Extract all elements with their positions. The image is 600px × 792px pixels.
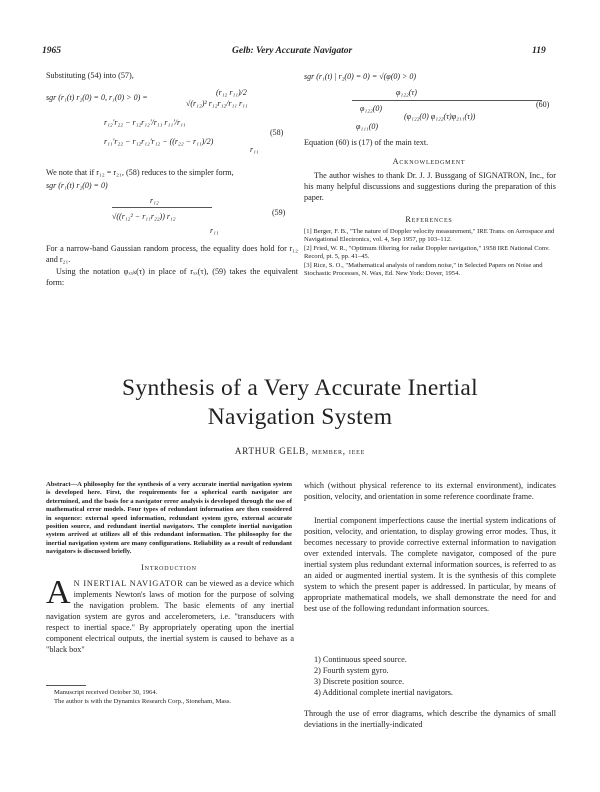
note-text: We note that if r₁₂ = r₂₁, (58) reduces to the simpler form,	[46, 168, 234, 177]
eq60-line2a: φ₁₂₂(0)	[360, 104, 383, 113]
list-item: 1) Continuous speed source.	[314, 655, 407, 664]
eq58-line3: r₁₁'r₂₂ − r₁₂r₁₂'r₁₂ − ((r₂₂ − r₁₁)/2)	[104, 137, 214, 146]
intro-text: can be viewed as a device which implements Newton's laws of motion for the purpose of solving the navigation problem. The basic elements of any inertial navigation system are gyros and accelerometers, i.e. "transducers with respect to inertial space." By appropriately operating upon the inertial component electrical outputs, the inertial system is caused to behave as a "black box"	[46, 579, 295, 654]
list-item: 3) Discrete position source.	[314, 677, 405, 686]
right-para3: Through the use of error diagrams, which describe the dynamics of small deviations in the inertially-indicated	[304, 709, 556, 729]
eq60-line2b: (φ₁₂₂(0) φ₁₂₂(τ)φ₂₁₁(τ))	[404, 112, 476, 121]
eq58-line1b: (r₁₂ r₁₁)/2	[216, 88, 247, 97]
intro-heading: Introduction	[141, 563, 197, 572]
redundant-sources-list	[314, 654, 554, 698]
eq58-line2: r₁₂'r₂₂ − r₁₂r₁₂'/r₁₁ r₁₁'/r₁₁	[104, 118, 186, 127]
abstract: Abstract—A philosophy for the synthesis of a very accurate inertial navigation system is developed here. First, the requirements for a spherical earth navigator are determined, and the basis for a navigator error analysis is developed through the use of mathematical error models. Four types of redundant information are then considered in sequence: external speed information, redundant system gyro, external accurate position source, and redundant inertial navigators. The complete inertial navigation system arrived at utilizes all of this redundant information. The philosophy for the inertial navigation system are many configurations. Reliability as a result of redundant navigators is discussed briefly.	[46, 481, 292, 556]
eq59-sub: r₁₁	[210, 226, 219, 235]
notation-paragraph: Using the notation φₓₓₖ(τ) in place of rₓₓ(τ), (59) takes the equivalent form:	[46, 267, 298, 287]
references-heading: References	[405, 215, 453, 224]
list-item: 2) Fourth system gyro.	[314, 666, 389, 675]
article-title-line1: Synthesis of a Very Accurate Inertial	[122, 375, 478, 401]
eq60-number: (60)	[536, 100, 550, 109]
ack-text: The author wishes to thank Dr. J. J. Bussgang of SIGNATRON, Inc., for his many helpful discussions and suggestions during the preparation of this paper.	[304, 171, 556, 202]
intro-paragraph	[46, 574, 295, 655]
author-line: ARTHUR GELB, member, ieee	[234, 446, 366, 456]
references-list	[304, 228, 556, 278]
reference-item: [3] Rice, S. O., "Mathematical analysis of random noise," in Selected Papers on Noise and Stochastic Processes, N. Wax, Ed. New York: Dover, 1954.	[304, 261, 543, 278]
running-title: Gelb: Very Accurate Navigator	[232, 46, 353, 56]
eq58-sub: r₁₁	[250, 145, 259, 154]
footnote-rule	[46, 685, 86, 686]
eq58-line1c: √(r₁₂)² r₁₂r₁₂/r₁₁ r₁₁	[186, 99, 248, 108]
eq58-line1: sgr (r₁(t) r₂(0) = 0, r₁(0) > 0) =	[46, 93, 148, 102]
dropcap-letter: A	[46, 574, 71, 611]
eq58-number: (58)	[270, 128, 284, 137]
substituting-text: Substituting (54) into (57),	[46, 71, 134, 80]
eq59-fraction-bar	[112, 207, 212, 208]
page-number: 119	[532, 46, 546, 56]
narrowband-paragraph: For a narrow-band Gaussian random process, the equality does hold for r₁₂ and r₂₁.	[46, 244, 298, 264]
reference-item: [1] Berger, F. B., "The nature of Doppler velocity measurement," IRE Trans. on Aerospace and Navigational Electronics, vol. 4, Sep 1957, pp 103–112.	[304, 228, 555, 244]
header-year: 1965	[42, 46, 61, 56]
eq59-line1: sgr (r₁(t) r₂(0) = 0)	[46, 181, 108, 190]
article-title-line2: Navigation System	[207, 404, 393, 430]
eq60-frac-num: φ₁₂₂(τ)	[396, 88, 417, 97]
eq60-line2c: φ₁₁₁(0)	[356, 122, 379, 131]
footnote-received: Manuscript received October 30, 1964.	[54, 689, 158, 696]
eq59-frac: r₁₂	[150, 196, 159, 205]
reference-item: [2] Fried, W. R., "Optimum filtering for radar Doppler navigation," 1958 IRE National Conv. Record, pt. 5, pp. 41–45.	[304, 244, 550, 261]
right-para1: which (without physical reference to its external environment), indicates position, velocity, and orientation in some reference coordinate frame.	[304, 481, 556, 501]
eq60-line1: sgr (r₁(t) | r₂(0) = 0) = √(φ(0) > 0)	[304, 72, 417, 81]
list-item: 4) Additional complete inertial navigators.	[314, 688, 453, 697]
eq59-line2: √((r₁₂² − r₁₁r₂₂)) r₁₂	[112, 212, 176, 221]
eq60-fraction-bar	[352, 100, 542, 101]
ack-heading: Acknowledgment	[392, 157, 466, 166]
eq59-number: (59)	[272, 208, 286, 217]
footnote-affiliation: The author is with the Dynamics Research Corp., Stoneham, Mass.	[54, 698, 232, 705]
eq60-reference: Equation (60) is (17) of the main text.	[304, 138, 429, 147]
right-para2: Inertial component imperfections cause the inertial system indications of position, velocity, and orientation, to display growing error modes. Thus, it becomes necessary to provide corrective external information to navigation over extended intervals. The complete navigator, composed of the pure inertial system plus redundant external information sources, is referred to as an aided or augmented inertial system. It is the synthesis of this complete system to which the present paper is addressed. In particular, by means of appropriate mathematical models, we shall demonstrate the need for and best use of the following redundant information sources.	[304, 516, 556, 613]
intro-first-words: N INERTIAL NAVIGATOR	[73, 579, 184, 588]
